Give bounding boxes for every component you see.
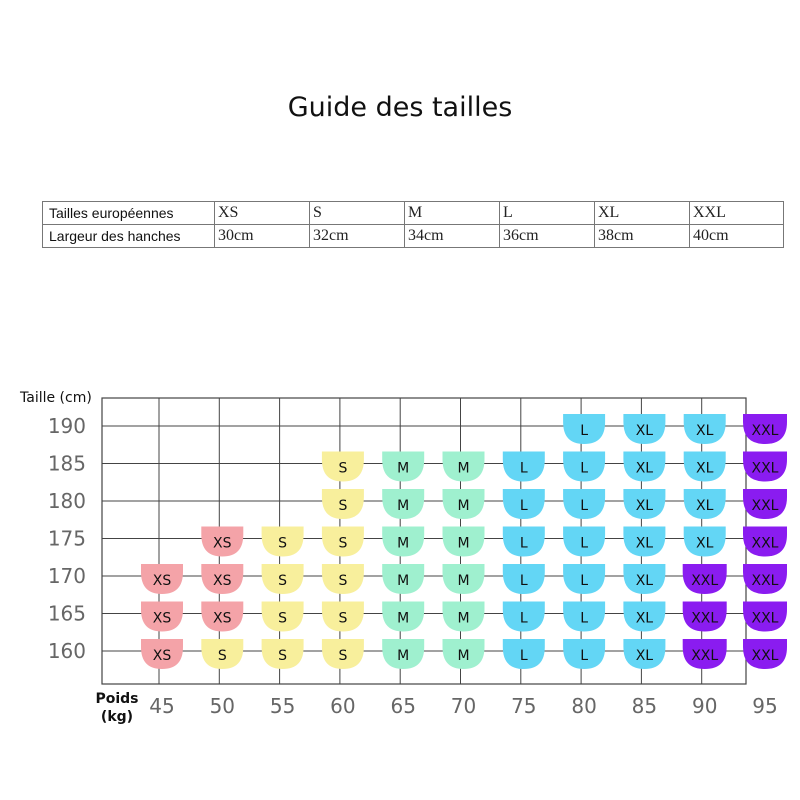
size-badge-label: L: [519, 535, 528, 552]
x-tick-label: 70: [450, 694, 477, 718]
x-tick-label: 85: [631, 694, 658, 718]
x-tick-label: 80: [571, 694, 597, 718]
hip-row-header: Largeur des hanches: [43, 225, 215, 248]
size-badge-label: L: [519, 573, 528, 589]
size-badge-label: XXL: [751, 610, 779, 627]
size-badge-label: XXL: [751, 498, 779, 514]
hip-cell: 36cm: [500, 225, 595, 248]
size-badge-label: M: [397, 498, 410, 514]
y-tick-label: 170: [47, 564, 86, 588]
size-badge-label: S: [338, 610, 348, 627]
x-axis-label: Poids: [95, 691, 139, 707]
size-badge-label: XS: [213, 610, 232, 627]
size-badge-label: S: [338, 498, 348, 514]
size-badge-label: XXL: [751, 648, 779, 664]
page-title: Guide des tailles: [287, 92, 513, 123]
y-tick-label: 160: [47, 639, 86, 663]
size-badge-label: M: [457, 460, 470, 477]
size-cell: M: [405, 202, 500, 225]
x-tick-label: 50: [209, 694, 236, 718]
y-axis-label: Taille (cm): [20, 390, 92, 406]
y-tick-label: 185: [47, 451, 86, 476]
size-badge-label: L: [580, 535, 589, 552]
size-cell: XXL: [690, 202, 784, 225]
size-badge-label: XS: [213, 573, 232, 589]
x-tick-label: 55: [269, 694, 296, 718]
size-badge-label: L: [519, 498, 528, 514]
size-badge-label: XL: [635, 460, 654, 477]
size-badge-label: XXL: [751, 573, 779, 589]
size-badge-label: L: [580, 460, 589, 477]
size-badge-label: M: [397, 648, 410, 664]
size-badge-label: L: [580, 610, 589, 627]
size-badge-label: M: [397, 460, 410, 477]
size-badge-label: M: [457, 610, 470, 627]
size-badge-label: M: [457, 648, 470, 664]
size-badge-label: L: [580, 423, 589, 439]
size-badge-label: M: [397, 535, 410, 552]
hip-cell: 32cm: [310, 225, 405, 248]
size-row: [43, 202, 784, 225]
y-tick-label: 190: [47, 414, 86, 438]
size-badge-label: S: [278, 610, 288, 627]
size-badge-label: XS: [152, 573, 172, 589]
x-tick-label: 90: [691, 694, 718, 718]
hip-cell: 30cm: [215, 225, 310, 248]
size-badge-label: S: [278, 535, 288, 552]
y-tick-label: 175: [47, 526, 86, 551]
size-badge-label: XXL: [751, 423, 779, 439]
size-cell: L: [500, 202, 595, 225]
x-axis-label: (kg): [100, 709, 134, 725]
size-badge-label: XL: [696, 460, 714, 477]
size-cell: XS: [215, 202, 310, 225]
size-badge-label: XL: [635, 535, 654, 552]
size-badge-label: S: [338, 460, 348, 477]
size-badge-label: XS: [152, 610, 172, 627]
size-badge-label: L: [519, 460, 528, 477]
size-badge-label: XXL: [691, 573, 719, 589]
size-badge-label: XXL: [691, 610, 719, 627]
y-tick-label: 180: [47, 489, 86, 513]
size-badge-label: S: [278, 648, 288, 664]
size-badge-label: XL: [635, 498, 654, 514]
size-badge-label: S: [278, 573, 288, 589]
x-tick-label: 75: [511, 694, 537, 718]
size-badge-label: S: [338, 648, 348, 664]
size-badge-label: L: [580, 648, 589, 664]
size-badge-label: M: [457, 535, 470, 552]
size-badge-label: S: [338, 573, 348, 589]
size-badge-label: XL: [635, 610, 654, 627]
hip-cell: 38cm: [595, 225, 690, 248]
size-badge-label: L: [519, 610, 528, 627]
size-badge-label: L: [580, 573, 589, 589]
size-badge-label: XS: [213, 535, 232, 552]
x-tick-label: 95: [752, 694, 778, 718]
y-tick-label: 165: [47, 601, 86, 626]
size-badge-label: XL: [696, 535, 714, 552]
size-badge-label: XL: [635, 648, 654, 664]
x-tick-label: 60: [330, 694, 356, 718]
size-row-header: Tailles européennes: [43, 202, 215, 225]
size-badge-label: M: [397, 610, 410, 627]
size-badge-label: XXL: [751, 535, 779, 552]
size-table: [42, 201, 784, 248]
size-badge-label: S: [338, 535, 348, 552]
size-badge-label: XL: [635, 573, 654, 589]
size-badge-label: L: [580, 498, 589, 514]
size-badge-label: XXL: [751, 460, 779, 477]
size-badge-label: M: [397, 573, 410, 589]
size-badge-label: L: [519, 648, 528, 664]
size-cell: XL: [595, 202, 690, 225]
hip-cell: 34cm: [405, 225, 500, 248]
x-tick-label: 45: [149, 694, 175, 718]
hip-row: [43, 225, 784, 248]
hip-cell: 40cm: [690, 225, 784, 248]
size-badge-label: M: [457, 573, 470, 589]
size-chart: [0, 380, 800, 730]
size-badge-label: XL: [696, 498, 714, 514]
size-badge-label: M: [457, 498, 470, 514]
size-badge-label: XXL: [691, 648, 719, 664]
size-badge-label: XS: [152, 648, 172, 664]
x-tick-label: 65: [390, 694, 416, 718]
size-badge-label: XL: [696, 423, 714, 439]
size-badge-label: S: [217, 648, 227, 664]
size-badge-label: XL: [635, 423, 654, 439]
size-cell: S: [310, 202, 405, 225]
